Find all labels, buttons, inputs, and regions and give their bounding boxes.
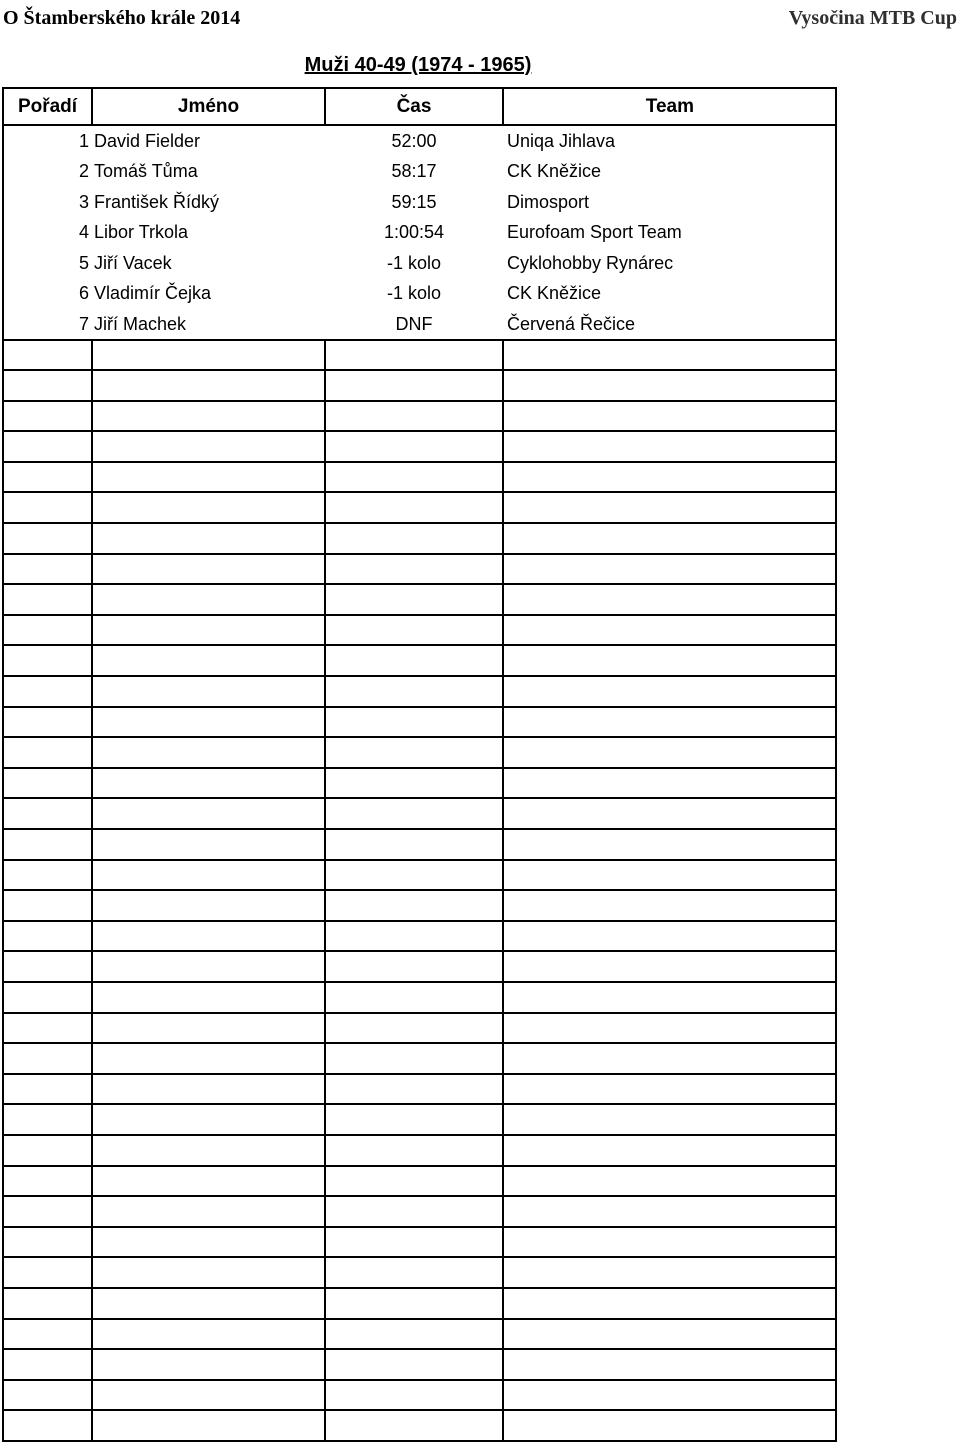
empty-row	[3, 1013, 836, 1044]
empty-cell	[325, 340, 503, 371]
empty-cell	[503, 1349, 836, 1380]
team-cell: CK Kněžice	[503, 156, 836, 187]
empty-cell	[503, 1288, 836, 1319]
empty-cell	[3, 982, 92, 1013]
empty-cell	[503, 1196, 836, 1227]
rank-cell: 6	[3, 278, 92, 309]
empty-cell	[503, 707, 836, 738]
empty-cell	[3, 492, 92, 523]
empty-cell	[325, 768, 503, 799]
empty-cell	[3, 676, 92, 707]
team-cell: Dimosport	[503, 187, 836, 218]
empty-cell	[503, 1257, 836, 1288]
time-cell: -1 kolo	[386, 252, 442, 273]
rank-cell: 4	[3, 217, 92, 248]
empty-cell	[325, 921, 503, 952]
empty-cell	[503, 1319, 836, 1350]
team-cell: Cyklohobby Rynárec	[503, 248, 836, 279]
empty-row	[3, 340, 836, 371]
empty-cell	[325, 431, 503, 462]
empty-cell	[325, 1135, 503, 1166]
name-cell: Jiří Machek	[92, 309, 325, 340]
name-cell: Jiří Vacek	[94, 252, 172, 273]
empty-cell	[3, 1380, 92, 1411]
empty-cell	[3, 523, 92, 554]
empty-cell	[503, 401, 836, 432]
empty-cell	[503, 615, 836, 646]
empty-cell	[325, 370, 503, 401]
empty-cell	[325, 1257, 503, 1288]
empty-cell	[92, 340, 325, 371]
empty-cell	[92, 798, 325, 829]
empty-cell	[92, 707, 325, 738]
column-header-rank: Pořadí	[3, 88, 92, 125]
empty-row	[3, 1043, 836, 1074]
empty-row	[3, 615, 836, 646]
empty-cell	[3, 798, 92, 829]
column-header-time: Čas	[325, 88, 503, 125]
category-title: Muži 40-49 (1974 - 1965)	[304, 54, 532, 76]
empty-cell	[503, 1227, 836, 1258]
empty-row	[3, 1166, 836, 1197]
empty-cell	[92, 462, 325, 493]
empty-cell	[503, 1410, 836, 1441]
empty-cell	[3, 1043, 92, 1074]
empty-cell	[92, 492, 325, 523]
empty-cell	[3, 1104, 92, 1135]
table-row	[3, 187, 836, 218]
table-row	[3, 156, 836, 187]
empty-cell	[503, 921, 836, 952]
empty-cell	[92, 829, 325, 860]
empty-cell	[92, 431, 325, 462]
empty-cell	[92, 1135, 325, 1166]
name-cell: Tomáš Tůma	[94, 161, 198, 182]
empty-cell	[325, 615, 503, 646]
empty-row	[3, 1135, 836, 1166]
name-cell: František Řídký	[94, 191, 220, 212]
empty-row	[3, 737, 836, 768]
empty-row	[3, 798, 836, 829]
empty-cell	[503, 584, 836, 615]
empty-cell	[3, 584, 92, 615]
empty-cell	[503, 829, 836, 860]
empty-row	[3, 951, 836, 982]
empty-cell	[92, 1196, 325, 1227]
time-cell: -1 kolo	[386, 283, 442, 304]
empty-row	[3, 1410, 836, 1441]
empty-cell	[325, 1013, 503, 1044]
empty-cell	[3, 1227, 92, 1258]
empty-row	[3, 768, 836, 799]
empty-cell	[92, 890, 325, 921]
empty-row	[3, 523, 836, 554]
empty-cell	[325, 1380, 503, 1411]
empty-cell	[325, 860, 503, 891]
empty-row	[3, 370, 836, 401]
empty-cell	[325, 982, 503, 1013]
empty-cell	[325, 1043, 503, 1074]
empty-cell	[92, 676, 325, 707]
empty-row	[3, 1257, 836, 1288]
empty-cell	[92, 1166, 325, 1197]
empty-cell	[503, 492, 836, 523]
team-cell: Červená Řečice	[503, 309, 836, 340]
empty-cell	[3, 860, 92, 891]
empty-cell	[3, 401, 92, 432]
column-header-team: Team	[503, 88, 836, 125]
empty-row	[3, 554, 836, 585]
empty-cell	[3, 921, 92, 952]
empty-cell	[92, 737, 325, 768]
empty-cell	[92, 1380, 325, 1411]
empty-cell	[503, 676, 836, 707]
rank-cell: 3	[3, 187, 92, 218]
empty-cell	[92, 982, 325, 1013]
empty-cell	[503, 370, 836, 401]
empty-cell	[503, 1380, 836, 1411]
column-header-name: Jméno	[92, 88, 325, 125]
empty-cell	[325, 1104, 503, 1135]
empty-cell	[92, 768, 325, 799]
empty-cell	[3, 554, 92, 585]
empty-cell	[503, 1104, 836, 1135]
empty-row	[3, 1288, 836, 1319]
empty-row	[3, 645, 836, 676]
empty-cell	[92, 921, 325, 952]
empty-cell	[325, 1288, 503, 1319]
empty-cell	[325, 554, 503, 585]
empty-cell	[3, 615, 92, 646]
time-cell: 52:00	[391, 131, 437, 151]
empty-row	[3, 1227, 836, 1258]
empty-cell	[325, 676, 503, 707]
empty-row	[3, 1349, 836, 1380]
empty-cell	[3, 462, 92, 493]
empty-cell	[92, 1227, 325, 1258]
empty-cell	[325, 462, 503, 493]
empty-cell	[3, 1349, 92, 1380]
empty-cell	[503, 1166, 836, 1197]
empty-row	[3, 676, 836, 707]
empty-row	[3, 921, 836, 952]
empty-row	[3, 584, 836, 615]
results-body	[3, 125, 836, 1441]
empty-cell	[503, 1043, 836, 1074]
empty-cell	[503, 1013, 836, 1044]
empty-cell	[92, 370, 325, 401]
empty-cell	[3, 370, 92, 401]
empty-row	[3, 860, 836, 891]
empty-cell	[3, 1257, 92, 1288]
event-title: O Štamberského krále 2014	[3, 7, 241, 29]
empty-cell	[503, 982, 836, 1013]
empty-cell	[503, 951, 836, 982]
time-cell: DNF	[325, 309, 503, 340]
empty-cell	[3, 645, 92, 676]
results-table	[2, 87, 837, 1442]
rank-cell: 1	[3, 125, 92, 156]
empty-row	[3, 1196, 836, 1227]
empty-cell	[325, 584, 503, 615]
empty-row	[3, 431, 836, 462]
empty-cell	[92, 401, 325, 432]
empty-cell	[503, 860, 836, 891]
empty-cell	[92, 1104, 325, 1135]
rank-cell: 7	[3, 309, 92, 340]
empty-cell	[503, 462, 836, 493]
empty-row	[3, 982, 836, 1013]
empty-cell	[92, 523, 325, 554]
empty-cell	[503, 1074, 836, 1105]
empty-cell	[92, 1319, 325, 1350]
empty-cell	[92, 1349, 325, 1380]
empty-cell	[3, 737, 92, 768]
empty-cell	[3, 1166, 92, 1197]
empty-cell	[92, 554, 325, 585]
empty-cell	[3, 340, 92, 371]
empty-cell	[325, 1410, 503, 1441]
empty-cell	[325, 523, 503, 554]
empty-cell	[503, 431, 836, 462]
empty-cell	[325, 645, 503, 676]
empty-cell	[503, 1135, 836, 1166]
empty-cell	[92, 1043, 325, 1074]
empty-row	[3, 1380, 836, 1411]
table-row	[3, 125, 836, 156]
empty-cell	[325, 1227, 503, 1258]
empty-cell	[3, 1319, 92, 1350]
empty-cell	[503, 340, 836, 371]
empty-row	[3, 829, 836, 860]
empty-cell	[3, 1074, 92, 1105]
empty-cell	[503, 890, 836, 921]
empty-cell	[3, 1410, 92, 1441]
empty-row	[3, 1104, 836, 1135]
empty-cell	[92, 615, 325, 646]
empty-row	[3, 707, 836, 738]
empty-cell	[325, 829, 503, 860]
empty-cell	[92, 860, 325, 891]
time-cell: 1:00:54	[383, 222, 445, 243]
empty-cell	[92, 1013, 325, 1044]
empty-cell	[92, 645, 325, 676]
empty-cell	[3, 707, 92, 738]
empty-row	[3, 462, 836, 493]
series-title: Vysočina MTB Cup	[788, 7, 957, 29]
empty-cell	[3, 768, 92, 799]
empty-cell	[92, 1074, 325, 1105]
team-cell: Eurofoam Sport Team	[503, 217, 836, 248]
rank-cell: 2	[3, 156, 92, 187]
empty-cell	[92, 1257, 325, 1288]
empty-cell	[3, 1196, 92, 1227]
empty-cell	[3, 829, 92, 860]
empty-cell	[3, 890, 92, 921]
empty-cell	[503, 798, 836, 829]
team-cell: CK Kněžice	[503, 278, 836, 309]
empty-cell	[325, 1166, 503, 1197]
empty-cell	[503, 523, 836, 554]
empty-cell	[325, 1349, 503, 1380]
name-cell: Libor Trkola	[94, 222, 189, 243]
empty-row	[3, 1319, 836, 1350]
empty-cell	[325, 1319, 503, 1350]
table-row	[3, 278, 836, 309]
empty-cell	[503, 645, 836, 676]
table-row	[3, 309, 836, 340]
empty-row	[3, 401, 836, 432]
empty-cell	[325, 492, 503, 523]
empty-cell	[503, 554, 836, 585]
empty-cell	[325, 401, 503, 432]
rank-cell: 5	[3, 248, 92, 279]
page-header	[3, 4, 957, 32]
empty-cell	[3, 1013, 92, 1044]
empty-cell	[3, 1135, 92, 1166]
team-cell: Uniqa Jihlava	[503, 125, 836, 156]
time-cell: 58:17	[391, 161, 437, 182]
empty-row	[3, 492, 836, 523]
empty-cell	[92, 951, 325, 982]
empty-cell	[92, 1410, 325, 1441]
table-row	[3, 217, 836, 248]
name-cell: David Fielder	[94, 131, 201, 151]
empty-cell	[325, 890, 503, 921]
time-cell: 59:15	[391, 191, 437, 212]
empty-cell	[325, 1074, 503, 1105]
empty-cell	[325, 1196, 503, 1227]
empty-cell	[325, 798, 503, 829]
empty-cell	[325, 951, 503, 982]
empty-cell	[503, 768, 836, 799]
header-row	[3, 88, 836, 125]
empty-cell	[325, 737, 503, 768]
empty-cell	[3, 431, 92, 462]
empty-cell	[3, 951, 92, 982]
empty-cell	[92, 584, 325, 615]
name-cell: Vladimír Čejka	[94, 283, 212, 304]
empty-cell	[325, 707, 503, 738]
empty-cell	[92, 1288, 325, 1319]
empty-cell	[3, 1288, 92, 1319]
empty-row	[3, 890, 836, 921]
empty-cell	[503, 737, 836, 768]
table-row	[3, 248, 836, 279]
empty-row	[3, 1074, 836, 1105]
